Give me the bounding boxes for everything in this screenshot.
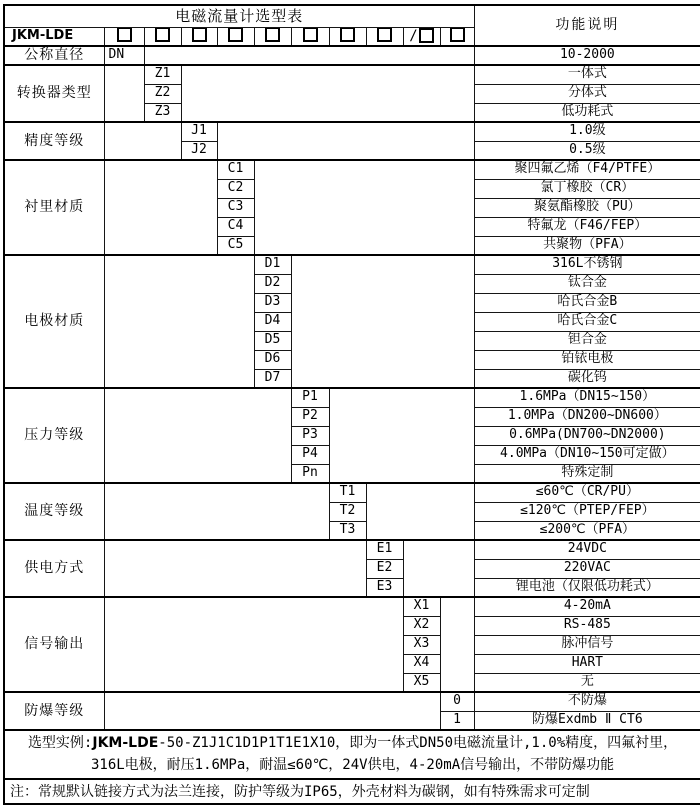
option-code-cell: J2	[181, 141, 217, 160]
option-code-cell: P2	[291, 407, 329, 426]
spacer-cell	[104, 160, 217, 255]
option-code-cell: C3	[217, 198, 254, 217]
option-code-cell: J1	[181, 122, 217, 141]
function-desc-cell: 铂铱电极	[474, 350, 700, 369]
function-desc-cell: 哈氏合金C	[474, 312, 700, 331]
function-desc-cell: 共聚物（PFA）	[474, 236, 700, 255]
section-label: 压力等级	[4, 388, 104, 483]
function-desc-cell: 哈氏合金B	[474, 293, 700, 312]
section-label: 转换器类型	[4, 65, 104, 122]
table-row	[4, 597, 700, 616]
option-code-cell: P4	[291, 445, 329, 464]
option-code-cell: D7	[254, 369, 291, 388]
model-checkbox-cell	[104, 27, 144, 46]
option-code-cell: C1	[217, 160, 254, 179]
example-prefix: 选型实例:	[27, 735, 93, 751]
option-code-cell: X5	[403, 673, 440, 692]
function-desc-cell: 特氟龙（F46/FEP）	[474, 217, 700, 236]
option-code-cell: C2	[217, 179, 254, 198]
spacer-cell	[440, 597, 474, 692]
option-code-cell: Pn	[291, 464, 329, 483]
function-desc-cell: 220VAC	[474, 559, 700, 578]
function-desc-cell: 1.0级	[474, 122, 700, 141]
section-label: 衬里材质	[4, 160, 104, 255]
option-code-cell: T3	[329, 521, 366, 540]
spacer-cell	[104, 255, 254, 388]
spacer-cell	[291, 255, 474, 388]
spacer-cell	[144, 46, 474, 65]
function-desc-cell: 0.6MPa(DN700~DN2000)	[474, 426, 700, 445]
spacer-cell	[104, 692, 440, 730]
model-checkbox-cell	[366, 27, 403, 46]
spacer-cell	[181, 65, 474, 122]
example-model-code: JKM-LDE	[92, 735, 159, 751]
function-desc-cell: RS-485	[474, 616, 700, 635]
function-desc-cell: 防爆Exdmb Ⅱ CT6	[474, 711, 700, 730]
table-row	[4, 779, 700, 804]
table-row	[4, 730, 700, 779]
option-code-cell: D3	[254, 293, 291, 312]
function-desc-cell: 10-2000	[474, 46, 700, 65]
option-code-cell: T1	[329, 483, 366, 502]
model-checkbox-cell	[181, 27, 217, 46]
function-desc-cell: 钛合金	[474, 274, 700, 293]
function-desc-cell: 聚氨酯橡胶（PU）	[474, 198, 700, 217]
table-row	[4, 160, 700, 179]
model-checkbox-cell	[217, 27, 254, 46]
section-label: 电极材质	[4, 255, 104, 388]
function-desc-cell: 钽合金	[474, 331, 700, 350]
checkbox-icon	[228, 27, 243, 42]
option-code-cell: P3	[291, 426, 329, 445]
option-code-cell: Z2	[144, 84, 181, 103]
checkbox-icon	[340, 27, 355, 42]
option-code-cell: X1	[403, 597, 440, 616]
table-row	[4, 255, 700, 274]
table-row	[4, 5, 700, 27]
function-desc-cell: 一体式	[474, 65, 700, 84]
section-label: 防爆等级	[4, 692, 104, 730]
option-code-cell: C5	[217, 236, 254, 255]
function-desc-cell: 1.0MPa（DN200~DN600）	[474, 407, 700, 426]
function-desc-cell: 不防爆	[474, 692, 700, 711]
option-code-cell: Z3	[144, 103, 181, 122]
option-code-cell: X2	[403, 616, 440, 635]
model-checkbox-cell	[403, 27, 440, 46]
function-desc-cell: 0.5级	[474, 141, 700, 160]
function-desc-cell: 碳化钨	[474, 369, 700, 388]
spacer-cell	[403, 540, 474, 597]
function-desc-cell: ≤60℃（CR/PU）	[474, 483, 700, 502]
spacer-cell	[104, 388, 291, 483]
option-code-cell: X4	[403, 654, 440, 673]
selection-table	[3, 4, 700, 805]
section-label: 精度等级	[4, 122, 104, 160]
spacer-cell	[104, 122, 181, 160]
function-desc-cell: 锂电池（仅限低功耗式）	[474, 578, 700, 597]
function-desc-cell: 特殊定制	[474, 464, 700, 483]
option-code-cell: C4	[217, 217, 254, 236]
function-desc-cell: 无	[474, 673, 700, 692]
table-row	[4, 46, 700, 65]
option-code-cell: DN	[104, 46, 144, 65]
function-desc-cell: 脉冲信号	[474, 635, 700, 654]
section-label: 供电方式	[4, 540, 104, 597]
function-desc-cell: HART	[474, 654, 700, 673]
option-code-cell: E2	[366, 559, 403, 578]
function-desc-cell: 4-20mA	[474, 597, 700, 616]
option-code-cell: T2	[329, 502, 366, 521]
table-row	[4, 65, 700, 84]
option-code-cell: P1	[291, 388, 329, 407]
table-row	[4, 122, 700, 141]
spacer-cell	[217, 122, 474, 160]
example-text-line1: -50-Z1J1C1D1P1T1E1X10，即为一体式DN50电磁流量计,1.0%精度，四氟衬里，	[158, 735, 678, 751]
example-text-line2: 316L电极，耐压1.6MPa，耐温≤60℃，24V供电，4-20mA信号输出，不带防爆功能	[90, 756, 615, 773]
section-label: 信号输出	[4, 597, 104, 692]
page-title: 电磁流量计选型表	[4, 5, 474, 27]
function-desc-cell: 氯丁橡胶（CR）	[474, 179, 700, 198]
selection-example-note	[4, 730, 700, 779]
spacer-cell	[104, 540, 366, 597]
table-row	[4, 388, 700, 407]
checkbox-icon	[265, 27, 280, 42]
model-prefix-cell: JKM-LDE	[4, 27, 104, 46]
option-code-cell: D5	[254, 331, 291, 350]
spacer-cell	[366, 483, 474, 540]
function-column-header: 功能说明	[474, 5, 700, 46]
table-row	[4, 692, 700, 711]
checkbox-icon	[192, 27, 207, 42]
function-desc-cell: 24VDC	[474, 540, 700, 559]
option-code-cell: 1	[440, 711, 474, 730]
option-code-cell: X3	[403, 635, 440, 654]
option-code-cell: D1	[254, 255, 291, 274]
model-checkbox-cell	[440, 27, 474, 46]
slash-mark: /	[409, 27, 418, 44]
function-desc-cell: ≤120℃（PTEP/FEP）	[474, 502, 700, 521]
table-row	[4, 540, 700, 559]
option-code-cell: D2	[254, 274, 291, 293]
model-checkbox-cell	[291, 27, 329, 46]
checkbox-icon	[303, 27, 318, 42]
function-desc-cell: 316L不锈钢	[474, 255, 700, 274]
option-code-cell: Z1	[144, 65, 181, 84]
table-row	[4, 483, 700, 502]
option-code-cell: E1	[366, 540, 403, 559]
option-code-cell: E3	[366, 578, 403, 597]
model-checkbox-cell	[329, 27, 366, 46]
function-desc-cell: 聚四氟乙烯（F4/PTFE）	[474, 160, 700, 179]
checkbox-icon	[450, 27, 465, 42]
function-desc-cell: 分体式	[474, 84, 700, 103]
model-checkbox-cell	[254, 27, 291, 46]
spacer-cell	[104, 483, 329, 540]
spacer-cell	[104, 597, 403, 692]
checkbox-icon	[377, 27, 392, 42]
checkbox-icon	[117, 27, 132, 42]
option-code-cell: D4	[254, 312, 291, 331]
footnote: 注：常规默认链接方式为法兰连接，防护等级为IP65，外壳材料为碳钢，如有特殊需求可定制	[4, 779, 700, 804]
option-code-cell: 0	[440, 692, 474, 711]
function-desc-cell: 低功耗式	[474, 103, 700, 122]
spacer-cell	[329, 388, 474, 483]
spacer-cell	[104, 65, 144, 122]
section-label: 温度等级	[4, 483, 104, 540]
function-desc-cell: ≤200℃（PFA）	[474, 521, 700, 540]
function-desc-cell: 1.6MPa（DN15~150）	[474, 388, 700, 407]
section-label: 公称直径	[4, 46, 104, 65]
checkbox-icon	[155, 27, 170, 42]
model-checkbox-cell	[144, 27, 181, 46]
option-code-cell: D6	[254, 350, 291, 369]
checkbox-icon	[419, 28, 434, 43]
function-desc-cell: 4.0MPa（DN10~150可定做）	[474, 445, 700, 464]
spacer-cell	[254, 160, 474, 255]
